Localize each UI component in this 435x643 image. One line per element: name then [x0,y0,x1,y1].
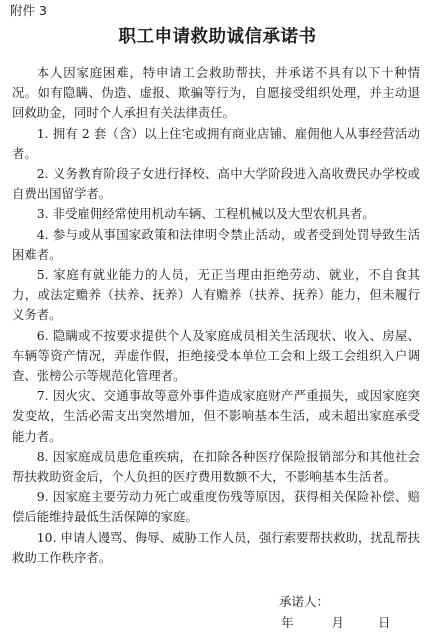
intro-paragraph: 本人因家庭困难，特申请工会救助帮扶，并承诺不具有以下十种情况。如有隐瞒、伪造、虚报、欺骗等行为，自愿接受组织处理，并主动退回救助金，同时个人承担有关法律责任。 [12,65,420,121]
document-body [12,63,420,568]
item-9: 9. 因家庭主要劳动力死亡或重度伤残等原因，获得相关保险补偿、赔偿后能维持最低生活保障的家庭。 [12,489,420,525]
date-line [281,615,391,630]
item-2: 2. 义务教育阶段子女进行择校、高中大学阶段进入高收费民办学校或自费出国留学者。 [12,166,420,202]
signature-label: 承诺人： [279,594,330,609]
item-7: 7. 因火灾、交通事故等意外事件造成家庭财产严重损失，或因家庭突发变故，生活必需支出突然增加，但不影响基本生活，或未超出家庭承受能力者。 [12,388,420,444]
year-label: 年 [281,615,294,630]
item-10: 10. 申请人谩骂、侮辱、威胁工作人员，强行索要帮扶救助，扰乱帮扶救助工作秩序者。 [12,529,420,565]
month-label: 月 [331,615,345,630]
document-title: 职工申请救助诚信承诺书 [118,27,317,47]
attachment-label: 附件 3 [10,3,47,18]
day-label: 日 [378,615,391,630]
item-8: 8. 因家庭成员患危重疾病，在扣除各种医疗保险报销部分和其他社会帮扶救助资金后，个人负担的医疗费用数额不大，不影响基本生活者。 [12,448,420,485]
item-3: 3. 非受雇佣经常使用机动车辆、工程机械以及大型农机具者。 [36,206,375,222]
item-1: 1. 拥有 2 套（含）以上住宅或拥有商业店铺、雇佣他人从事经营活动者。 [12,125,420,161]
item-4: 4. 参与或从事国家政策和法律明令禁止活动，或者受到处罚导致生活困难者。 [12,226,420,262]
item-6: 6. 隐瞒或不按要求提供个人及家庭成员相关生活现状、收入、房屋、车辆等资产情况，弄虚作假，拒绝接受本单位工会和上级工会组织入户调查、张榜公示等规范化管理者。 [12,327,420,384]
item-5: 5. 家庭有就业能力的人员，无正当理由拒绝劳动、就业，不自食其力，或法定赡养（扶养、抚养）人有赡养（扶养、抚养）能力，但未履行义务者。 [12,267,420,323]
